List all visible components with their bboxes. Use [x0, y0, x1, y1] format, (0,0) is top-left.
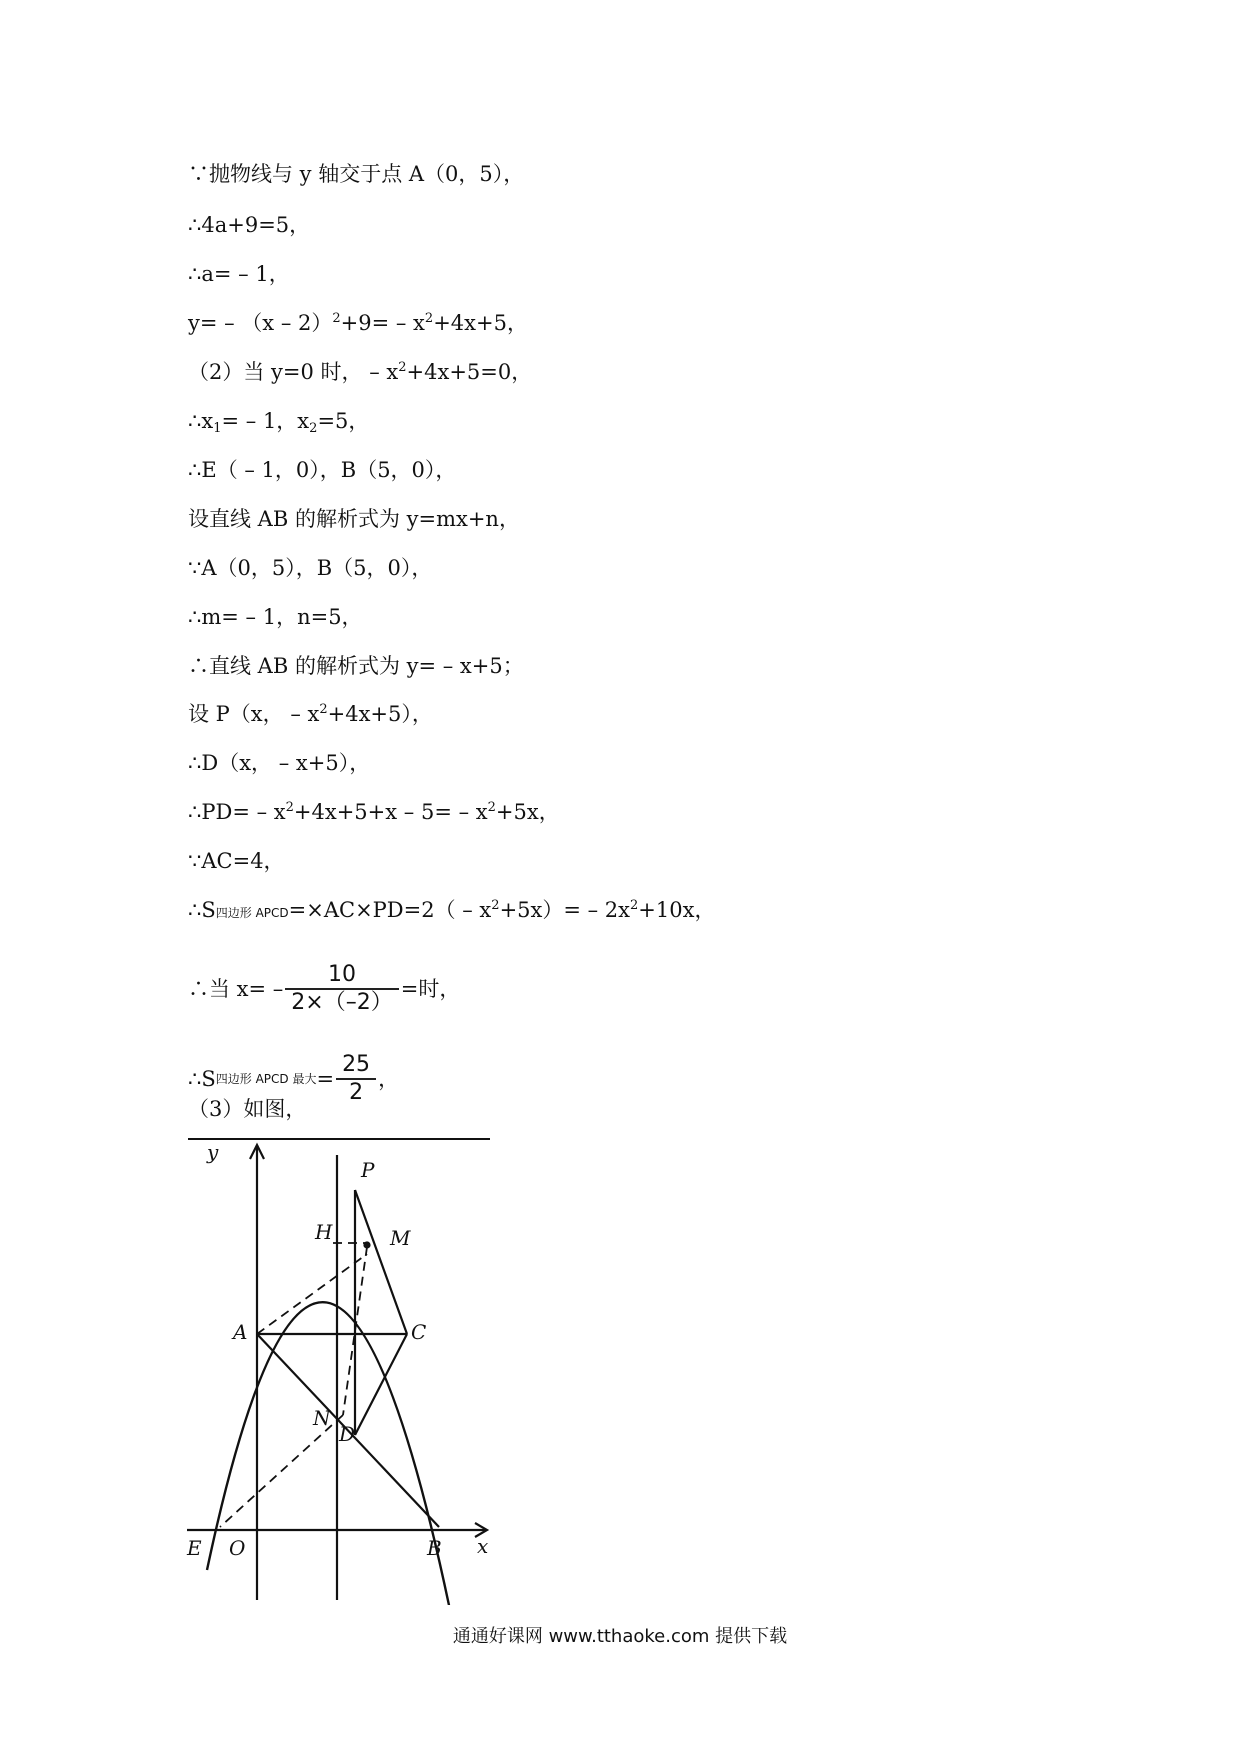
line-8: 设直线 AB 的解析式为 y=mx+n，	[188, 507, 520, 531]
line-18: ∴S四边形 APCD 最大= $\frac{25}{2}$ ，	[188, 1052, 400, 1105]
footer-source: 通通好课网 www.tthaoke.com 提供下载	[452, 1626, 788, 1647]
line-7: ∴E（ – 1，0），B（5，0），	[188, 458, 457, 482]
geometry-figure	[185, 1135, 505, 1605]
line-3: ∴a= – 1，	[188, 262, 290, 286]
line-19: （3）如图，	[188, 1097, 307, 1121]
dashed-NE	[220, 1415, 343, 1527]
line-14: ∴PD= – $x^2+4x+5+x - 5= - x^2+5x$，	[188, 800, 560, 824]
line-1: ∵抛物线与 y 轴交于点 A（0，5），	[188, 162, 525, 186]
line-6: $\therefore x_1= - 1$，$x_2=5$，	[188, 409, 370, 436]
segment-PC	[355, 1190, 407, 1334]
label-y: y	[207, 1140, 219, 1164]
line-5: （2）当 y=0 时， – $x^2+4x+5=0$，	[188, 360, 533, 384]
label-E: E	[187, 1536, 202, 1560]
line-12: 设 P（x， – $x^2+4x+5$），	[188, 702, 433, 726]
label-N: N	[313, 1406, 331, 1430]
line-16: ∴S四边形 APCD=×AC×PD=2（ – $x^2+5x)= - 2x^2+10x$，	[188, 898, 716, 922]
label-M: M	[390, 1226, 411, 1250]
line-11: ∴直线 AB 的解析式为 y= – x+5；	[188, 654, 524, 678]
dashed-AM	[257, 1254, 367, 1334]
line-4: $y= - (x - 2)^2+9= - x^2+4x+5$，	[188, 311, 528, 335]
segment-CD	[355, 1334, 407, 1435]
label-P: P	[361, 1158, 375, 1182]
line-9: ∵A（0，5），B（5，0），	[188, 556, 433, 580]
label-O: O	[229, 1536, 246, 1560]
label-C: C	[411, 1320, 427, 1344]
line-10: ∴m= – 1，n=5，	[188, 605, 363, 629]
line-13: ∴D（x， – x+5），	[188, 751, 371, 775]
label-x: x	[477, 1534, 489, 1558]
fraction-max-area: $\frac{25}{2}$	[336, 1052, 376, 1106]
point-M	[365, 1243, 370, 1248]
label-A: A	[233, 1320, 248, 1344]
label-H: H	[315, 1220, 333, 1244]
label-D: D	[339, 1422, 356, 1446]
label-B: B	[427, 1536, 442, 1560]
line-15: ∵AC=4，	[188, 849, 285, 873]
fraction-x-vertex: $\frac{10}{2\times(-2)}$	[285, 962, 398, 1016]
line-2: ∴4a+9=5，	[188, 213, 311, 237]
line-17: ∴当 x= – $\frac{10}{2\times(-2)}$ =时，	[188, 962, 461, 1015]
